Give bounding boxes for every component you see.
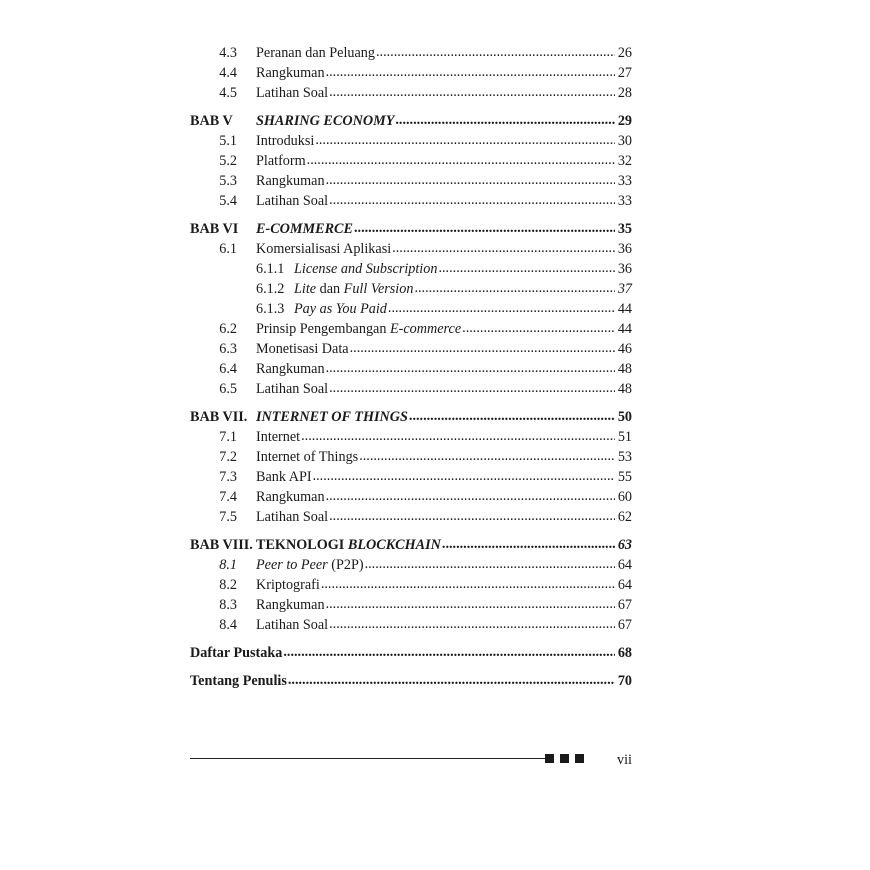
toc-leader-dots [365,557,615,571]
toc-entry-row [190,131,632,151]
toc-page-number: 30 [617,133,632,149]
toc-section-row [190,643,632,663]
toc-page-number: 29 [617,113,632,129]
toc-page-number: 64 [617,557,632,573]
toc-entry-row [190,279,632,299]
toc-leader-dots [329,193,615,207]
toc-leader-dots [313,469,615,483]
toc-title-part: INTERNET OF THINGS [256,409,408,425]
page-number: vii [617,752,632,768]
toc-title-part: Platform [256,153,306,169]
toc-title-part: Latihan Soal [256,85,329,101]
toc-leader-dots [329,617,615,631]
toc-title-part: Pay as You Paid [294,301,387,317]
toc-page-number: 28 [617,85,632,101]
toc-title [294,279,413,299]
toc-title-part: (P2P) [327,557,364,573]
toc-number: 7.4 [219,489,237,505]
toc-leader-dots [283,645,615,659]
toc-number: 5.2 [219,153,237,169]
toc-page-number: 36 [617,241,632,257]
toc-title-part: Rangkuman [256,173,325,189]
toc-title [256,359,325,379]
toc-entry-row [190,555,632,575]
toc-entry-row [190,239,632,259]
toc-number: 7.3 [219,469,237,485]
toc-page-number: 68 [617,645,632,661]
toc-title-part: Latihan Soal [256,509,329,525]
toc-chapter-row [190,111,632,131]
toc-title [256,427,300,447]
toc-leader-dots [442,537,615,551]
toc-entry-row [190,339,632,359]
toc-page-number: 36 [617,261,632,277]
toc-entry-row [190,319,632,339]
toc-title-part: Latihan Soal [256,381,329,397]
toc-entry-row [190,487,632,507]
toc-leader-dots [326,489,615,503]
toc-entry-row [190,191,632,211]
toc-title [294,259,437,279]
toc-leader-dots [462,321,615,335]
toc-title-part: Latihan Soal [256,617,329,633]
toc-leader-dots [307,153,615,167]
toc-entry-row [190,615,632,635]
toc-page-number: 44 [617,321,632,337]
toc-page-number: 50 [617,409,632,425]
toc-entry-row [190,299,632,319]
toc-title [190,643,282,663]
toc-chapter-row [190,219,632,239]
toc-title [190,671,287,691]
toc-title-part: TEKNOLOGI [256,537,348,553]
toc-number: 6.1.1 [256,261,285,277]
toc-title [256,615,328,635]
toc-entry-row [190,171,632,191]
toc-leader-dots [395,113,615,127]
toc-page-number: 32 [617,153,632,169]
toc-title-part: Internet of Things [256,449,359,465]
toc-entry-row [190,83,632,103]
toc-leader-dots [359,449,615,463]
toc-leader-dots [326,65,615,79]
toc-title-part: License and Subscription [294,261,438,277]
toc-number: BAB VI [190,221,239,237]
toc-title [256,339,349,359]
toc-entry-row [190,63,632,83]
toc-number: 7.5 [219,509,237,525]
toc-page-number: 67 [617,617,632,633]
toc-title [256,151,306,171]
toc-entry-row [190,151,632,171]
toc-title [256,43,375,63]
toc-leader-dots [414,281,615,295]
toc-entry-row [190,575,632,595]
toc-title [256,219,353,239]
toc-entry-row [190,379,632,399]
toc-page-number: 44 [617,301,632,317]
toc-entry-row [190,43,632,63]
toc-title [256,111,394,131]
toc-title [256,467,312,487]
footer-rule [190,758,546,759]
toc-entry-row [190,467,632,487]
toc-leader-dots [315,133,615,147]
toc-title-part: Bank API [256,469,312,485]
toc-leader-dots [329,85,615,99]
toc-leader-dots [301,429,615,443]
toc-page-number: 60 [617,489,632,505]
toc-title-part: Full Version [343,281,414,297]
toc-title [256,407,408,427]
toc-leader-dots [376,45,615,59]
toc-title-part: Rangkuman [256,597,325,613]
toc-number: BAB VIII. [190,537,253,553]
toc-number: 8.3 [219,597,237,613]
toc-page-number: 67 [617,597,632,613]
toc-number: BAB V [190,113,233,129]
toc-title [256,535,441,555]
toc-leader-dots [326,173,615,187]
toc-title-part: BLOCKCHAIN [347,537,441,553]
toc-page-number: 48 [617,381,632,397]
toc-entry-row [190,359,632,379]
toc-number: 4.4 [219,65,237,81]
toc-title-part: Peer to Peer [256,557,328,573]
toc-leader-dots [438,261,615,275]
toc-title [256,487,325,507]
toc-page-number: 48 [617,361,632,377]
toc-number: 5.3 [219,173,237,189]
toc-title [256,379,328,399]
toc-number: 8.2 [219,577,237,593]
toc-title [256,447,358,467]
toc-chapter-row [190,407,632,427]
toc-title-part: Lite [294,281,317,297]
toc-page-number: 33 [617,193,632,209]
toc-title-part: E-COMMERCE [256,221,353,237]
toc-title-part: dan [316,281,344,297]
toc-title-part: Komersialisasi Aplikasi [256,241,392,257]
toc-leader-dots [388,301,615,315]
toc-number: 4.3 [219,45,237,61]
toc-title-part: Introduksi [256,133,315,149]
toc-title-part: Prinsip Pengembangan [256,321,390,337]
toc-leader-dots [321,577,615,591]
toc-page-number: 37 [617,281,632,297]
toc-entry-row [190,507,632,527]
toc-number: BAB VII. [190,409,248,425]
toc-title [256,171,325,191]
toc-title-part: Latihan Soal [256,193,329,209]
toc-title-part: Rangkuman [256,361,325,377]
toc-section-row [190,671,632,691]
toc-entry-row [190,595,632,615]
toc-entry-row [190,427,632,447]
toc-leader-dots [288,673,615,687]
toc-number: 8.1 [219,557,237,573]
toc-title [256,63,325,83]
toc-leader-dots [326,361,615,375]
footer-square-ornament [575,754,584,763]
toc-title-part: Tentang Penulis [190,673,287,689]
toc-page-number: 35 [617,221,632,237]
toc-title [256,507,328,527]
toc-leader-dots [326,597,615,611]
toc-number: 5.4 [219,193,237,209]
toc-title-part: Monetisasi Data [256,341,349,357]
toc-entry-row [190,447,632,467]
toc-page-number: 62 [617,509,632,525]
toc-number: 5.1 [219,133,237,149]
toc-title-part: Internet [256,429,301,445]
toc-leader-dots [392,241,615,255]
toc-title-part: SHARING ECONOMY [256,113,395,129]
toc-number: 6.1 [219,241,237,257]
toc-page-number: 64 [617,577,632,593]
toc-number: 6.2 [219,321,237,337]
toc-number: 7.2 [219,449,237,465]
toc-title [294,299,387,319]
toc-entry-row [190,259,632,279]
toc-page-number: 26 [617,45,632,61]
toc-number: 6.3 [219,341,237,357]
toc-title-part: Rangkuman [256,65,325,81]
toc-number: 6.1.3 [256,301,285,317]
toc-title-part: Rangkuman [256,489,325,505]
toc-page-number: 27 [617,65,632,81]
toc-title-part: Daftar Pustaka [190,645,283,661]
toc-page-number: 63 [617,537,632,553]
toc-leader-dots [329,381,615,395]
toc-page-number: 70 [617,673,632,689]
toc-page-number: 33 [617,173,632,189]
toc-leader-dots [354,221,615,235]
toc-title-part: E-commerce [389,321,462,337]
toc-page-number: 46 [617,341,632,357]
toc-number: 7.1 [219,429,237,445]
toc-number: 6.5 [219,381,237,397]
toc-leader-dots [409,409,615,423]
toc-title [256,83,328,103]
toc-page-number: 55 [617,469,632,485]
toc-title [256,191,328,211]
toc-title-part: Kriptografi [256,577,320,593]
toc-number: 8.4 [219,617,237,633]
toc-page-number: 53 [617,449,632,465]
toc-page-number: 51 [617,429,632,445]
toc-chapter-row [190,535,632,555]
toc-number: 6.4 [219,361,237,377]
footer-square-ornament [545,754,554,763]
toc-title [256,595,325,615]
toc-leader-dots [329,509,615,523]
toc-title [256,239,391,259]
toc-number: 4.5 [219,85,237,101]
toc-title [256,131,314,151]
toc-title-part: Peranan dan Peluang [256,45,375,61]
toc-leader-dots [350,341,615,355]
toc-title [256,555,364,575]
footer-square-ornament [560,754,569,763]
toc-title [256,319,461,339]
toc-number: 6.1.2 [256,281,285,297]
toc-title [256,575,320,595]
